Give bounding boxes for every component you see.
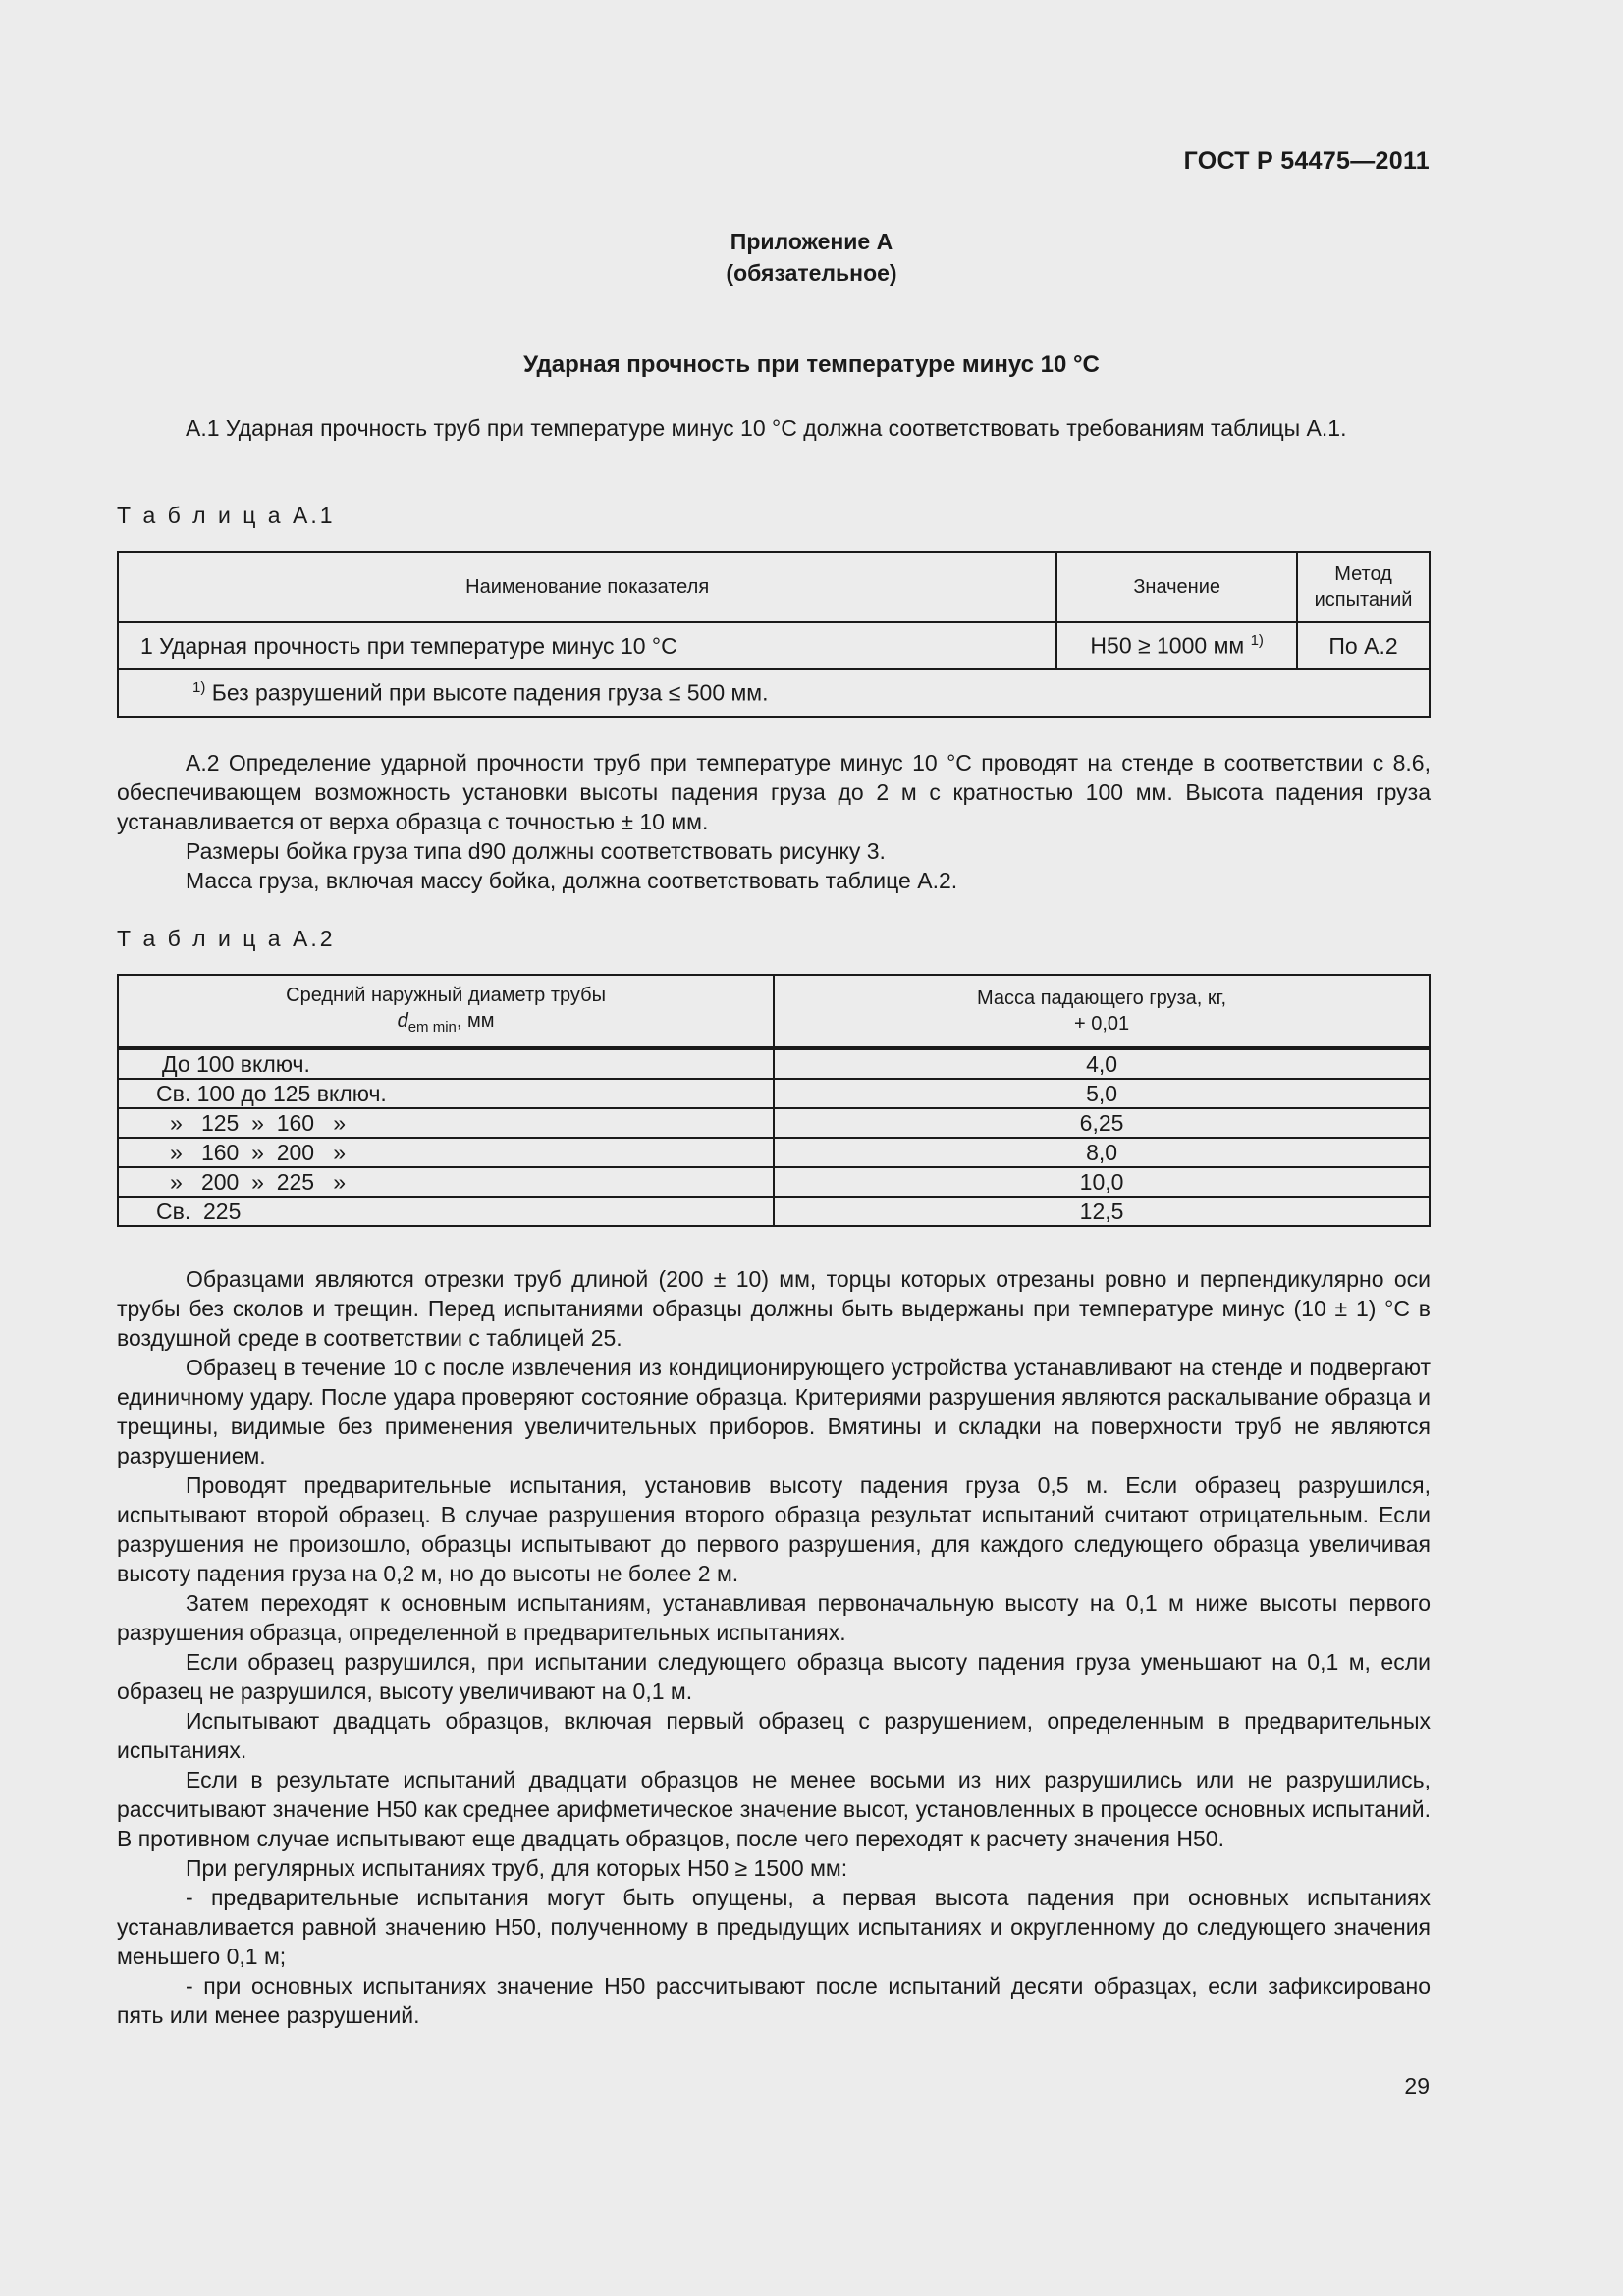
table-a2 — [117, 974, 1431, 1227]
paragraph-a2-block — [117, 748, 1431, 895]
header-mass-tolerance: + 0,01 — [1073, 1013, 1130, 1035]
symbol-subscript: em min — [407, 1018, 457, 1036]
row-mass: 12,5 — [774, 1197, 1430, 1226]
row-diameter: » 125 » 160 » — [118, 1108, 774, 1138]
row-mass: 6,25 — [774, 1108, 1430, 1138]
header-method: Метод испытаний — [1297, 552, 1430, 622]
row-method: По А.2 — [1297, 622, 1430, 669]
footnote-mark: 1) — [192, 679, 206, 697]
table-row — [118, 1167, 1430, 1197]
row-diameter: До 100 включ. — [118, 1048, 774, 1079]
row-diameter: » 200 » 225 » — [118, 1167, 774, 1197]
table-header-row — [118, 552, 1430, 622]
header-value: Значение — [1056, 552, 1297, 622]
list-item: - предварительные испытания могут быть опущены, а первая высота падения при основных испытаниях устанавливается равной значению Н50, полученному в предыдущих испытаниях и округленному до следующего значения меньшего 0,1 м; — [117, 1885, 1431, 1969]
paragraph-twenty-specimens: Испытывают двадцать образцов, включая первый образец с разрушением, определенным в предварительных испытаниях. — [117, 1708, 1431, 1763]
table-footnote — [118, 669, 1430, 717]
symbol-d: d — [397, 1009, 408, 1032]
paragraph-preliminary-tests: Проводят предварительные испытания, установив высоту падения груза 0,5 м. Если образец разрушился, испытывают второй образец. В случае разрушения второго образца результат испытаний считают отрицательным. Если разрушения не произошло, образцы испытывают до первого разрушения, для каждого следующего образца увеличивая высоту падения груза на 0,2 м, но до высоты не более 2 м. — [117, 1472, 1431, 1586]
row-mass: 4,0 — [774, 1048, 1430, 1079]
header-diameter — [118, 975, 774, 1048]
page-number: 29 — [1404, 2073, 1430, 2099]
paragraph-a1: А.1 Ударная прочность труб при температуре минус 10 °С должна соответствовать требованиям таблицы А.1. — [186, 415, 1347, 441]
paragraph-a2-dimensions: Размеры бойка груза типа d90 должны соответствовать рисунку 3. — [186, 838, 886, 864]
header-name: Наименование показателя — [118, 552, 1056, 622]
table-row — [118, 1108, 1430, 1138]
row-diameter: » 160 » 200 » — [118, 1138, 774, 1167]
document-code: ГОСТ Р 54475—2011 — [1183, 147, 1430, 175]
table-a1 — [117, 551, 1431, 718]
row-diameter: Св. 100 до 125 включ. — [118, 1079, 774, 1108]
row-value-note: 1) — [1250, 632, 1264, 650]
row-mass: 10,0 — [774, 1167, 1430, 1197]
row-mass: 5,0 — [774, 1079, 1430, 1108]
table-a1-caption: Т а б л и ц а А.1 — [117, 503, 336, 528]
table-row — [118, 1138, 1430, 1167]
row-value-text: Н50 ≥ 1000 мм — [1090, 632, 1245, 659]
body-text — [117, 1264, 1431, 2030]
annex-status: (обязательное) — [726, 260, 897, 286]
header-diameter-symbol — [129, 1008, 763, 1041]
paragraph-main-tests: Затем переходят к основным испытаниям, устанавливая первоначальную высоту на 0,1 м ниже высоты первого разрушения образца, определенной в предварительных испытаниях. — [117, 1590, 1431, 1645]
row-mass: 8,0 — [774, 1138, 1430, 1167]
table-row — [118, 1048, 1430, 1079]
paragraph-a2: А.2 Определение ударной прочности труб при температуре минус 10 °С проводят на стенде в соответствии с 8.6, обеспечивающем возможность установки высоты падения груза до 2 м с кратностью 100 мм. Высота падения груза устанавливается от верха образца с точностью ± 10 мм. — [117, 750, 1431, 834]
footnote-text: Без разрушений при высоте падения груза ≤ 500 мм. — [211, 679, 769, 706]
header-mass-title: Масса падающего груза, кг, — [977, 988, 1227, 1009]
table-footnote-row — [118, 669, 1430, 717]
row-diameter: Св. 225 — [118, 1197, 774, 1226]
header-diameter-title: Средний наружный диаметр трубы — [286, 984, 606, 1006]
annex-title: Приложение А — [730, 229, 893, 254]
paragraph-a2-mass: Масса груза, включая массу бойка, должна соответствовать таблице А.2. — [186, 868, 958, 893]
table-row — [118, 1079, 1430, 1108]
annex-heading — [0, 226, 1623, 289]
row-value — [1056, 622, 1297, 669]
table-a2-caption: Т а б л и ц а А.2 — [117, 926, 336, 951]
paragraph-height-adjust: Если образец разрушился, при испытании следующего образца высоту падения груза уменьшают на 0,1 м, если образец не разрушился, высоту увеличивают на 0,1 м. — [117, 1649, 1431, 1704]
table-row — [118, 1197, 1430, 1226]
header-mass — [774, 975, 1430, 1048]
table-row — [118, 622, 1430, 669]
row-name: 1 Ударная прочность при температуре минус 10 °С — [118, 622, 1056, 669]
paragraph-single-impact: Образец в течение 10 с после извлечения из кондиционирующего устройства устанавливают на стенде и подвергают единичному удару. После удара проверяют состояние образца. Критериями разрушения являются раскалывание образца и трещины, видимые без применения увеличительных приборов. Вмятины и складки на поверхности труб не являются разрушением. — [117, 1355, 1431, 1468]
list-item: - при основных испытаниях значение Н50 рассчитывают после испытаний десяти образцах, если зафиксировано пять или менее разрушений. — [117, 1973, 1431, 2028]
header-diameter-unit: , мм — [456, 1009, 495, 1032]
paragraph-h50-calc: Если в результате испытаний двадцати образцов не менее восьми из них разрушились или не разрушились, рассчитывают значение Н50 как среднее арифметическое значение высот, установленных в процессе основных испытаний. В противном случае испытывают еще двадцать образцов, после чего переходят к расчету значения Н50. — [117, 1767, 1431, 1851]
table-header-row — [118, 975, 1430, 1048]
paragraph-a1-block — [117, 413, 1431, 443]
section-title: Ударная прочность при температуре минус 10 °С — [523, 351, 1100, 378]
paragraph-regular-tests: При регулярных испытаниях труб, для которых Н50 ≥ 1500 мм: — [186, 1855, 848, 1881]
paragraph-specimens: Образцами являются отрезки труб длиной (200 ± 10) мм, торцы которых отрезаны ровно и перпендикулярно оси трубы без сколов и трещин. Перед испытаниями образцы должны быть выдержаны при температуре минус (10 ± 1) °С в воздушной среде в соответствии с таблицей 25. — [117, 1266, 1431, 1351]
